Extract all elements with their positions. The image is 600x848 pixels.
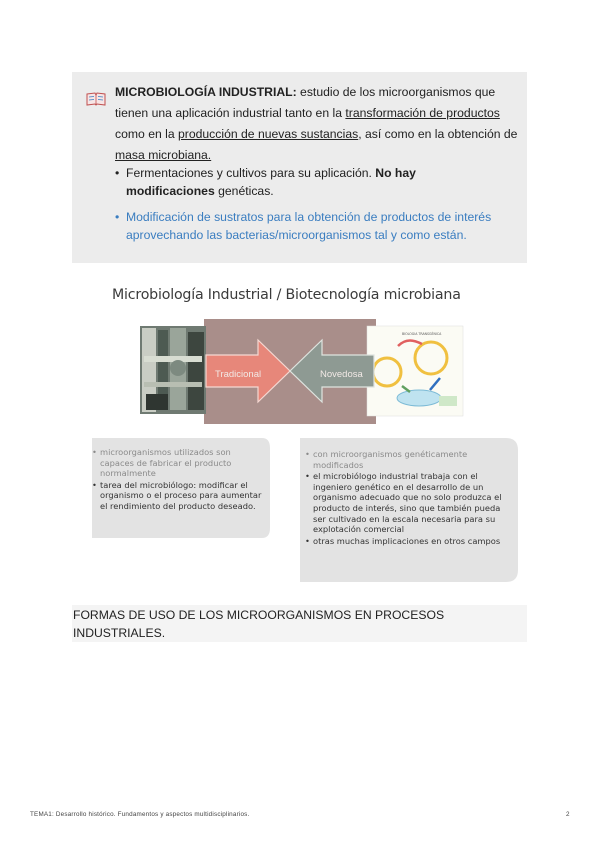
traditional-list	[92, 447, 262, 513]
link-produccion: producción de nuevas sustancias	[178, 127, 359, 141]
novel-list	[305, 449, 513, 547]
bullet2-text: Modificación de sustratos para la obtención de productos de interés aprovechando las bacterias/microorganismos tal y como están.	[126, 210, 492, 242]
bullet1-bold: No hay modificaciones	[126, 166, 416, 198]
definition-term: MICROBIOLOGÍA INDUSTRIAL:	[115, 85, 297, 99]
link-masa: masa microbiana.	[115, 148, 212, 162]
book-icon	[86, 92, 106, 106]
transgenic-diagram	[367, 326, 463, 416]
section-heading: FORMAS DE USO DE LOS MICROORGANISMOS EN PROCESOS INDUSTRIALES.	[72, 605, 527, 642]
definition-body-3: , así como en la obtención de	[358, 127, 518, 141]
definition-body-2: como en la	[115, 127, 179, 141]
diagram-heading: BIOLOGIA TRANSGÉNICA	[402, 332, 442, 336]
bullet1-text-c: genéticas.	[214, 184, 274, 198]
arrow-label-novedosa: Novedosa	[320, 369, 363, 380]
bullet-dot: •	[115, 210, 120, 224]
footer-text: TEMA1: Desarrollo histórico. Fundamentos y aspectos multidisciplinarios.	[30, 811, 250, 818]
list-item: • tarea del microbiólogo: modificar el organismo o el proceso para aumentar el rendimiento del producto deseado.	[92, 480, 262, 512]
list-item: • microorganismos utilizados son capaces de fabricar el producto normalmente	[92, 447, 262, 479]
factory-photo	[140, 326, 206, 414]
slide-title: Microbiología Industrial / Biotecnología microbiana	[112, 287, 461, 303]
page-number: 2	[566, 811, 570, 818]
list-item: • con microorganismos genéticamente modificados	[305, 449, 513, 470]
definition-body-1: estudio de los microorganismos que tienen una aplicación industrial tanto en la	[115, 85, 496, 120]
list-item: • el microbiólogo industrial trabaja con el ingeniero genético en el desarrollo de un organismo adecuado que no solo produzca el producto de interés, sino que también pueda ser cultivado en la escala necesaria para su explotación comercial	[305, 471, 513, 535]
link-transformacion: transformación de productos	[345, 106, 500, 120]
bullet1-text-a: Fermentaciones y cultivos para su aplicación.	[126, 166, 376, 180]
list-item: • otras muchas implicaciones en otros campos	[305, 536, 513, 547]
bullet-dot: •	[115, 166, 120, 180]
bullet-modificacion	[115, 208, 506, 244]
definition-callout	[72, 72, 527, 263]
arrow-label-tradicional: Tradicional	[215, 369, 262, 380]
bullet-fermentaciones	[115, 164, 506, 200]
definition-text	[115, 82, 520, 166]
